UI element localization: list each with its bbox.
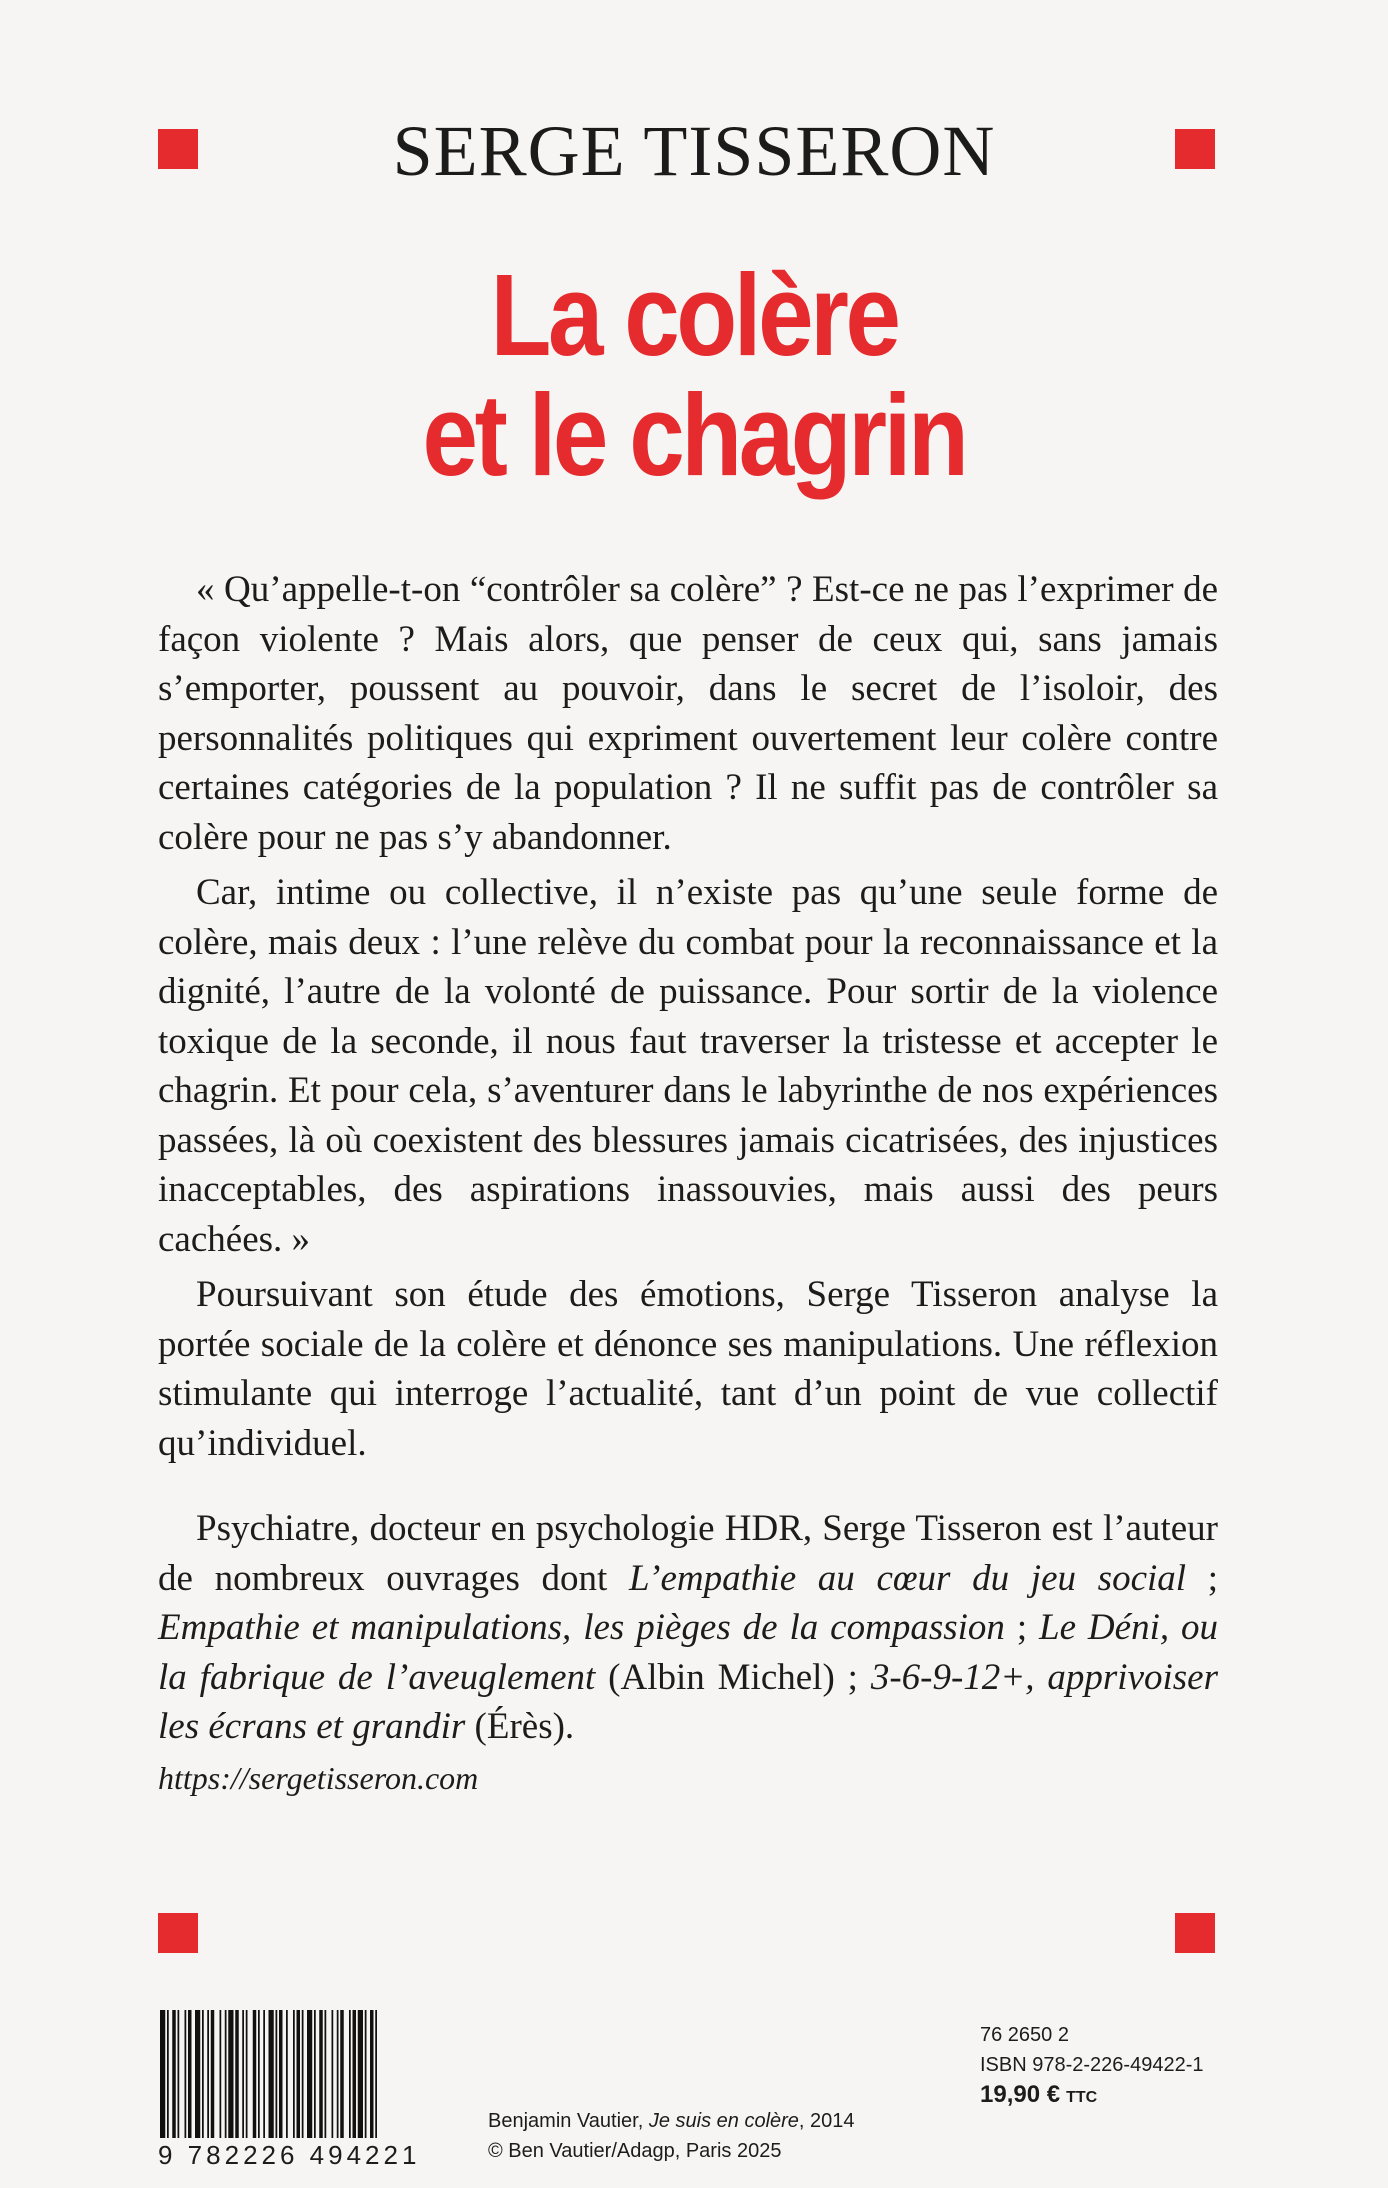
decorative-square-bottom-left <box>158 1913 198 1953</box>
bio-book-1: L’empathie au cœur du jeu social <box>628 1557 1187 1599</box>
barcode-bar <box>293 2010 295 2138</box>
credit-year: , 2014 <box>798 2110 855 2132</box>
barcode-bar <box>211 2010 215 2138</box>
barcode-bar <box>220 2010 222 2138</box>
price <box>980 2080 1203 2113</box>
blurb-paragraph-3: Poursuivant son étude des émotions, Serge Tisseron analyse la portée sociale de la colère et dénonce ses manipulations. Une réflexion stimulante qui interroge l’actualité, tant d’un point de vue collectif qu’individuel. <box>158 1274 1218 1464</box>
barcode <box>158 2010 444 2171</box>
barcode-bar <box>246 2010 248 2138</box>
barcode-bar <box>319 2010 323 2138</box>
credit-line-1 <box>488 2106 855 2136</box>
barcode-bar <box>276 2010 278 2138</box>
blurb-paragraph-1: « Qu’appelle-t-on “contrôler sa colère” ? Est-ce ne pas l’exprimer de façon violente ? Mais alors, que penser de ceux qui, sans jamais s’emporter, poussent au pouvoir, dans le secret de l’isoloir, des personnalités politiques qui expriment ouvertement leur colère contre certaines catégories de la population ? Il ne suffit pas de contrôler sa colère pour ne pas s’y abandonner. <box>158 569 1218 858</box>
bio-publisher-2: (Érès). <box>465 1706 575 1747</box>
bio-separator-1: ; <box>1186 1557 1218 1599</box>
barcode-bar <box>325 2010 327 2138</box>
barcode-bar <box>332 2010 334 2138</box>
barcode-bar <box>349 2010 351 2138</box>
barcode-bar <box>202 2010 204 2138</box>
barcode-bar <box>195 2010 200 2138</box>
isbn-price-block <box>980 2020 1203 2113</box>
credit-artist: Benjamin Vautier, <box>488 2110 649 2132</box>
barcode-bar <box>263 2010 265 2138</box>
barcode-bar <box>302 2010 304 2138</box>
isbn-number: ISBN 978-2-226-49422-1 <box>980 2054 1204 2076</box>
barcode-bar <box>188 2010 192 2138</box>
barcode-bar <box>207 2010 209 2138</box>
book-title <box>97 250 1291 500</box>
cover-art-credit <box>488 2106 855 2166</box>
credit-artwork-title: Je suis en colère <box>648 2110 799 2132</box>
barcode-bar <box>375 2010 377 2138</box>
bio-intro: Psychiatre, docteur en psychologie HDR, Serge Tisseron est l’auteur de nombreux ouvrages dont <box>158 1508 1218 1599</box>
author-bio <box>158 1504 1218 1752</box>
barcode-bar <box>242 2010 244 2138</box>
price-ttc: TTC <box>1066 2089 1098 2106</box>
barcode-bar <box>370 2010 374 2138</box>
barcode-bar <box>178 2010 180 2138</box>
price-value: 19,90 € <box>980 2081 1061 2108</box>
bio-publisher-1: (Albin Michel) ; <box>595 1656 871 1698</box>
barcode-bar <box>314 2010 316 2138</box>
barcode-bar <box>167 2010 169 2138</box>
barcode-bar <box>235 2010 239 2138</box>
barcode-bars <box>158 2010 444 2138</box>
barcode-bar <box>337 2010 339 2138</box>
barcode-bar <box>340 2010 344 2138</box>
bio-book-4: 3-6-9-12+, apprivoiser les écrans et grandir <box>158 1656 1218 1747</box>
bio-book-2: Empathie et manipulations, les pièges de la compassion <box>158 1607 1005 1648</box>
barcode-bar <box>286 2010 288 2138</box>
credit-line-2: © Ben Vautier/Adagp, Paris 2025 <box>488 2140 782 2162</box>
barcode-bar <box>307 2010 312 2138</box>
barcode-bar <box>358 2010 363 2138</box>
barcode-bar <box>297 2010 301 2138</box>
barcode-bar <box>225 2010 227 2138</box>
barcode-bar <box>185 2010 187 2138</box>
barcode-bar <box>258 2010 260 2138</box>
barcode-bar <box>365 2010 367 2138</box>
decorative-square-bottom-right <box>1175 1913 1215 1953</box>
barcode-bar <box>160 2010 165 2138</box>
back-cover-text <box>158 565 1218 1758</box>
author-website-link[interactable]: https://sergetisseron.com <box>158 1760 479 1796</box>
barcode-bar <box>279 2010 283 2138</box>
barcode-bar <box>172 2010 176 2138</box>
book-title-line-2: et le chagrin <box>422 370 966 500</box>
blurb-paragraph-2: Car, intime ou collective, il n’existe pas qu’une seule forme de colère, mais deux : l’une relève du combat pour la reconnaissance et la dignité, l’autre de la volonté de puissance. Pour sortir de la violence toxique de la seconde, il nous faut traverser la tristesse et accepter le chagrin. Et pour cela, s’aventurer dans le labyrinthe de nos expériences passées, là où coexistent des blessures jamais cicatrisées, des injustices inacceptables, des aspirations inassouvies, mais aussi des peurs cachées. » <box>158 872 1218 1260</box>
bio-separator-2: ; <box>1004 1607 1040 1648</box>
barcode-digits: 9 782226 494221 <box>158 2140 421 2170</box>
book-title-line-1: La colère <box>490 250 898 380</box>
barcode-bar <box>228 2010 233 2138</box>
barcode-bar <box>353 2010 357 2138</box>
barcode-bar <box>253 2010 257 2138</box>
bio-book-3: Le Déni, ou la fabrique de l’aveuglement <box>158 1607 1219 1698</box>
author-name: SERGE TISSERON <box>392 111 996 191</box>
internal-code: 76 2650 2 <box>980 2024 1069 2046</box>
barcode-bar <box>269 2010 274 2138</box>
